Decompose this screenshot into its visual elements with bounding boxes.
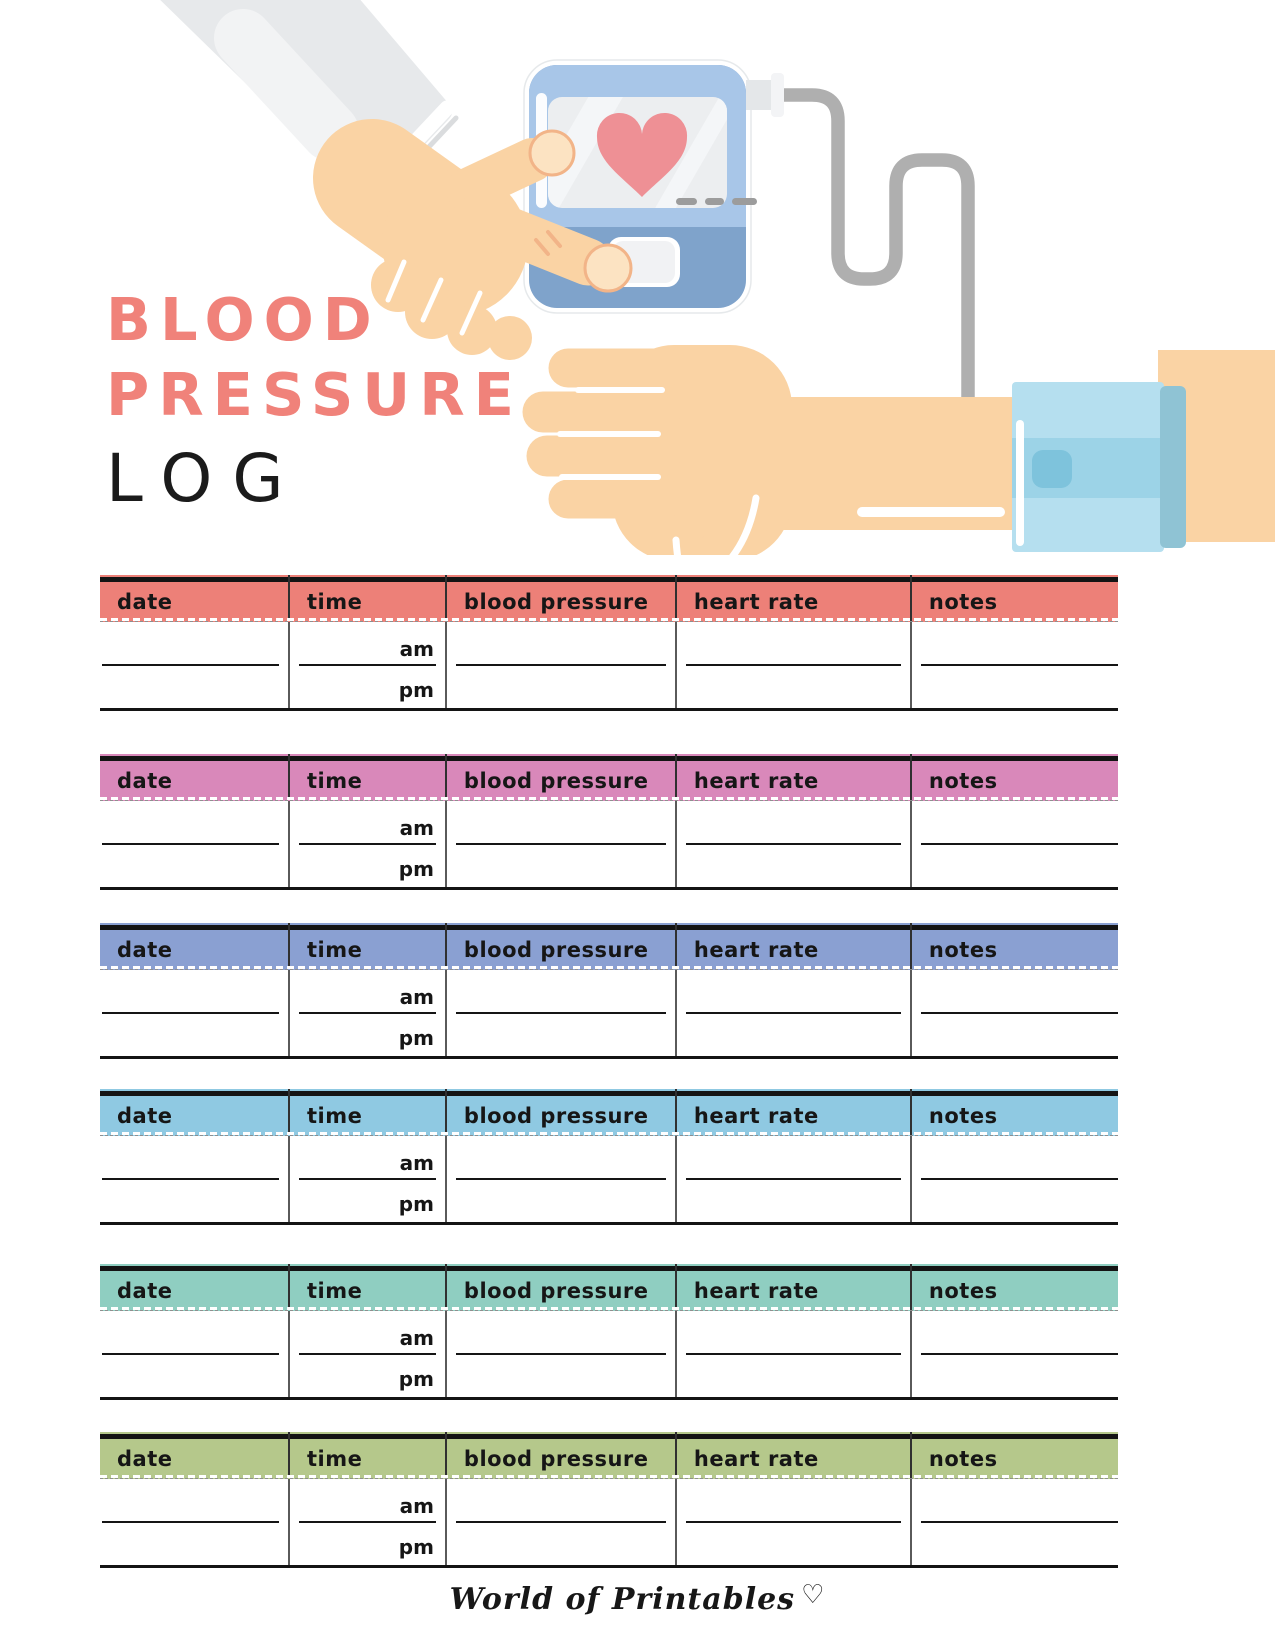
column-header-blood-pressure: blood pressure	[447, 1432, 677, 1478]
footer-brand	[0, 1580, 1275, 1617]
column-header-date: date	[100, 1264, 290, 1310]
notes-write-line	[912, 1014, 1118, 1056]
date-write-line	[100, 970, 290, 1014]
date-write-line	[100, 801, 290, 845]
pm-row	[100, 1180, 1118, 1222]
am-label: am	[399, 1494, 434, 1518]
time-am-write-line	[290, 970, 447, 1014]
heart-rate-write-line	[677, 1014, 912, 1056]
notes-write-line	[912, 845, 1118, 887]
title-log: LOG	[106, 440, 304, 517]
blood-pressure-write-line	[447, 970, 677, 1014]
blood-pressure-write-line	[447, 1180, 677, 1222]
notes-write-line	[912, 1136, 1118, 1180]
column-header-date: date	[100, 754, 290, 800]
date-write-line	[100, 1180, 290, 1222]
table-header-row	[100, 754, 1118, 801]
title-pressure: PRESSURE	[106, 360, 523, 429]
notes-write-line	[912, 801, 1118, 845]
notes-write-line	[912, 1523, 1118, 1565]
date-write-line	[100, 1136, 290, 1180]
pm-row	[100, 666, 1118, 708]
time-pm-write-line	[290, 845, 447, 887]
log-tables	[100, 575, 1118, 1601]
notes-write-line	[912, 970, 1118, 1014]
am-row	[100, 622, 1118, 666]
column-header-heart-rate: heart rate	[677, 923, 912, 969]
blood-pressure-write-line	[447, 1479, 677, 1523]
am-row	[100, 1479, 1118, 1523]
log-table	[100, 754, 1118, 890]
table-header-row	[100, 923, 1118, 970]
notes-write-line	[912, 1180, 1118, 1222]
blood-pressure-write-line	[447, 1136, 677, 1180]
column-header-blood-pressure: blood pressure	[447, 575, 677, 621]
column-header-notes: notes	[928, 590, 998, 614]
footer-brand-text: World of Printables	[449, 1582, 796, 1617]
table-header-row	[100, 1432, 1118, 1479]
time-am-write-line	[290, 801, 447, 845]
column-header-notes: notes	[928, 1104, 998, 1128]
column-header-blood-pressure: blood pressure	[447, 754, 677, 800]
pm-label: pm	[398, 1367, 434, 1391]
log-table	[100, 575, 1118, 711]
column-header-heart-rate: heart rate	[677, 1264, 912, 1310]
blood-pressure-write-line	[447, 1311, 677, 1355]
time-am-write-line	[290, 1479, 447, 1523]
column-header-notes: notes	[928, 938, 998, 962]
notes-write-line	[912, 666, 1118, 708]
title-blood: BLOOD	[106, 285, 381, 354]
column-header-notes: notes	[928, 1447, 998, 1471]
notes-write-line	[912, 1355, 1118, 1397]
time-pm-write-line	[290, 1523, 447, 1565]
heart-rate-write-line	[677, 1355, 912, 1397]
pm-label: pm	[398, 1026, 434, 1050]
bp-device	[507, 42, 784, 313]
notes-write-line	[912, 1311, 1118, 1355]
log-table	[100, 923, 1118, 1059]
heart-rate-write-line	[677, 1180, 912, 1222]
pm-row	[100, 1014, 1118, 1056]
table-header-row	[100, 575, 1118, 622]
pm-label: pm	[398, 678, 434, 702]
heart-rate-write-line	[677, 666, 912, 708]
column-header-blood-pressure: blood pressure	[447, 923, 677, 969]
column-header-date: date	[100, 1089, 290, 1135]
am-row	[100, 801, 1118, 845]
blood-pressure-write-line	[447, 622, 677, 666]
heart-rate-write-line	[677, 801, 912, 845]
log-table	[100, 1264, 1118, 1400]
page-title	[106, 285, 523, 517]
column-header-time: time	[290, 1432, 447, 1478]
blood-pressure-write-line	[447, 845, 677, 887]
column-header-blood-pressure: blood pressure	[447, 1264, 677, 1310]
log-table	[100, 1089, 1118, 1225]
heart-rate-write-line	[677, 1479, 912, 1523]
am-row	[100, 970, 1118, 1014]
time-am-write-line	[290, 1311, 447, 1355]
bp-cuff	[1012, 382, 1186, 552]
blood-pressure-write-line	[447, 1014, 677, 1056]
time-am-write-line	[290, 622, 447, 666]
heart-rate-write-line	[677, 970, 912, 1014]
am-row	[100, 1311, 1118, 1355]
am-label: am	[399, 1151, 434, 1175]
table-header-row	[100, 1089, 1118, 1136]
am-label: am	[399, 985, 434, 1009]
date-write-line	[100, 1355, 290, 1397]
column-header-heart-rate: heart rate	[677, 575, 912, 621]
time-pm-write-line	[290, 666, 447, 708]
column-header-date: date	[100, 1432, 290, 1478]
column-header-time: time	[290, 923, 447, 969]
blood-pressure-write-line	[447, 801, 677, 845]
blood-pressure-write-line	[447, 1523, 677, 1565]
column-header-time: time	[290, 1089, 447, 1135]
date-write-line	[100, 1014, 290, 1056]
column-header-blood-pressure: blood pressure	[447, 1089, 677, 1135]
notes-write-line	[912, 622, 1118, 666]
column-header-time: time	[290, 1264, 447, 1310]
am-label: am	[399, 637, 434, 661]
column-header-heart-rate: heart rate	[677, 754, 912, 800]
am-label: am	[399, 816, 434, 840]
heart-rate-write-line	[677, 622, 912, 666]
pm-label: pm	[398, 1535, 434, 1559]
notes-write-line	[912, 1479, 1118, 1523]
column-header-time: time	[290, 575, 447, 621]
log-table	[100, 1432, 1118, 1568]
heart-rate-write-line	[677, 1136, 912, 1180]
pm-row	[100, 845, 1118, 887]
heart-rate-write-line	[677, 845, 912, 887]
date-write-line	[100, 1479, 290, 1523]
heart-rate-write-line	[677, 1523, 912, 1565]
footer-heart-icon: ♡	[801, 1580, 826, 1610]
column-header-date: date	[100, 575, 290, 621]
column-header-notes: notes	[928, 1279, 998, 1303]
pm-row	[100, 1523, 1118, 1565]
blood-pressure-write-line	[447, 666, 677, 708]
date-write-line	[100, 622, 290, 666]
pm-row	[100, 1355, 1118, 1397]
column-header-heart-rate: heart rate	[677, 1089, 912, 1135]
column-header-date: date	[100, 923, 290, 969]
am-row	[100, 1136, 1118, 1180]
time-pm-write-line	[290, 1014, 447, 1056]
time-pm-write-line	[290, 1180, 447, 1222]
time-pm-write-line	[290, 1355, 447, 1397]
table-header-row	[100, 1264, 1118, 1311]
date-write-line	[100, 666, 290, 708]
column-header-heart-rate: heart rate	[677, 1432, 912, 1478]
date-write-line	[100, 1311, 290, 1355]
pm-label: pm	[398, 1192, 434, 1216]
am-label: am	[399, 1326, 434, 1350]
pm-label: pm	[398, 857, 434, 881]
time-am-write-line	[290, 1136, 447, 1180]
column-header-time: time	[290, 754, 447, 800]
column-header-notes: notes	[928, 769, 998, 793]
date-write-line	[100, 1523, 290, 1565]
heart-rate-write-line	[677, 1311, 912, 1355]
blood-pressure-write-line	[447, 1355, 677, 1397]
date-write-line	[100, 845, 290, 887]
